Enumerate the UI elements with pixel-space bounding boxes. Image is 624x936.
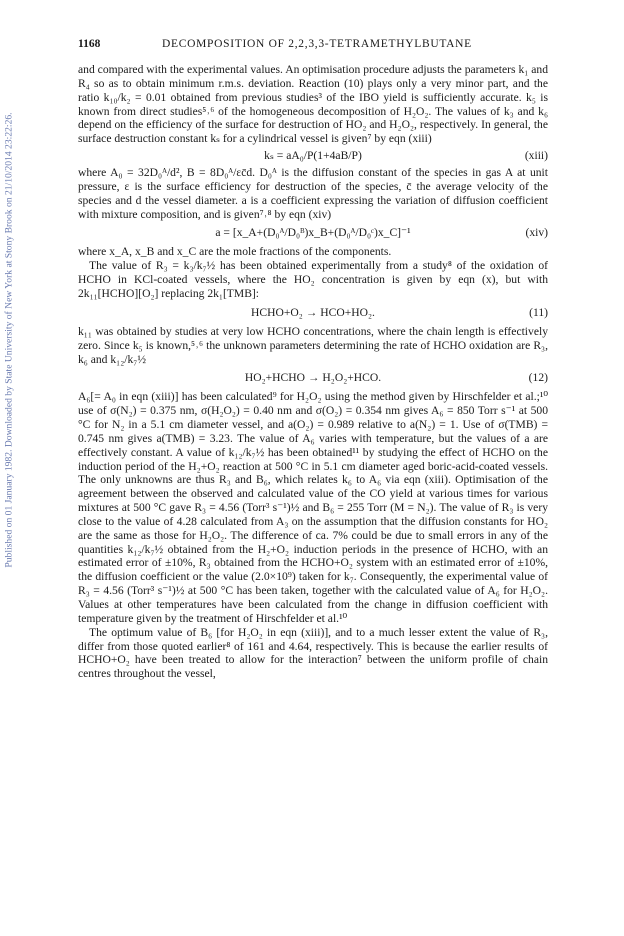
equation-text: a = [x_A+(D₀ᴬ/D₀ᴮ)x_B+(D₀ᴬ/D₀ᶜ)x_C]⁻¹	[215, 226, 411, 240]
equation-xiii	[78, 146, 548, 166]
paragraph: where A₀ = 32D₀ᴬ/d², B = 8D₀ᴬ/εc̄d. D₀ᴬ is the diffusion constant of the species in gas A at unit pressure, ε is the surface efficiency for destruction of the species, c̄ the average velocity of the species and d the vessel diameter. a is a coefficient expressing the variation of diffusion coefficient with mixture composition, and is given⁷˒⁸ by eqn (xiv)	[78, 166, 548, 221]
equation-number: (xiv)	[525, 226, 548, 240]
paragraph: and compared with the experimental values. An optimisation procedure adjusts the parameters k₁ and R₄ so as to obtain minimum r.m.s. deviation. Reaction (10) plays only a very minor part, and the ratio k₁₀/k₂ = 0.01 obtained from previous studies³ of the IBO yield is sufficiently accurate. k₅ is known from direct studies⁵˒⁶ of the homogeneous decomposition of H₂O₂. The values of k₃ and k₆ depend on the efficiency of the surface for destruction of HO₂ and H₂O₂, respectively. In general, the surface destruction constant kₛ for a cylindrical vessel is given⁷ by eqn (xiii)	[78, 63, 548, 146]
paragraph: A₆[= A₀ in eqn (xiii)] has been calculated⁹ for H₂O₂ using the method given by Hirschfelder et al.;¹⁰ use of σ(N₂) = 0.375 nm, σ(H₂O₂) = 0.40 nm and σ(O₂) = 0.354 nm gives A₆ = 850 Torr s⁻¹ at 500 °C for N₂ in a 5.1 cm diameter vessel, and a(O₂) = 0.989 relative to a(N₂) = 1. Use of σ(TMB) = 0.745 nm gives a(TMB) = 3.23. The value of A₆ varies with temperature, but the values of a are effectively constant. A value of k₁₂/k₇½ has been obtained¹¹ by studying the effect of HCHO on the induction period of the H₂+O₂ reaction at 500 °C in 5.1 cm diameter aged boric-acid-coated vessels. The only unknowns are thus R₃ and B₆, which relates k₆ to A₆ via eqn (xiii). Optimisation of the agreement between the observed and calculated value of the CO yield at various times for various mixtures at 500 °C gave R₃ = 4.56 (Torr³ s⁻¹)½ and B₆ = 255 Torr (M = N₂). The value of R₃ is very close to the value of 4.28 calculated from A₃ on the assumption that the diffusion constants for HO₂ are the same as those for H₂O₂. The difference of ca. 7% could be due to small errors in any of the quantities k₁₂/k₇½ obtained from the H₂+O₂ induction periods in the presence of HCHO, with an estimated error of ±10%, R₃ obtained from the HCHO+O₂ system with an estimated error of ±10%, the diffusion coefficient or the value (2.0×10⁹) taken for k₇. Consequently, the experimental value of R₃ = 4.56 (Torr³ s⁻¹)½ at 500 °C has been taken, together with the calculated value of A₆ for H₂O₂. Values at other temperatures have been calculated from the change in diffusion coefficient with temperature given by the treatment of Hirschfelder et al.¹⁰	[78, 390, 548, 625]
reaction-11	[78, 301, 548, 325]
equation-text: HCHO+O₂ → HCO+HO₂.	[251, 305, 375, 319]
equation-text: HO₂+HCHO → H₂O₂+HCO.	[244, 371, 382, 385]
page-number: 1168	[78, 38, 101, 50]
paragraph: k₁₁ was obtained by studies at very low HCHO concentrations, where the chain length is effectively zero. Since k₅ is known,⁵˒⁶ the unknown parameters determining the rate of HCHO oxidation are R₃, k₆ and k₁₂/k₇½	[78, 324, 548, 366]
article-body	[78, 63, 548, 681]
equation-number: (12)	[528, 371, 548, 385]
paragraph: The optimum value of B₆ [for H₂O₂ in eqn (xiii)], and to a much lesser extent the value of R₃, differ from those quoted earlier⁸ of 161 and 4.64, respectively. This is because the earlier results of HCHO+O₂ have been treated to allow for the interaction⁷ between the uniform profile of chain centres throughout the vessel,	[78, 625, 548, 681]
paragraph: The value of R₃ = k₃/k₇½ has been obtained experimentally from a study⁸ of the oxidation of HCHO in KCl-coated vessels, where the HO₂ concentration is given by eqn (x), but with 2k₁₁[HCHO][O₂] replacing 2k₁[TMB]:	[78, 259, 548, 300]
equation-xiv	[78, 221, 548, 245]
running-title: DECOMPOSITION OF 2,2,3,3-TETRAMETHYLBUTANE	[162, 38, 472, 50]
reaction-12	[78, 366, 548, 390]
equation-number: (11)	[529, 305, 548, 319]
equation-text: kₛ = aA₀/P(1+4aB/P)	[264, 149, 362, 163]
download-watermark-text: Published on 01 January 1982. Downloaded by State University of New York at Stony Brook on 21/10/2014 23:22:26.	[3, 112, 15, 568]
paragraph: where x_A, x_B and x_C are the mole fractions of the components.	[78, 245, 392, 259]
download-watermark	[2, 60, 16, 620]
equation-number: (xiii)	[524, 149, 548, 163]
